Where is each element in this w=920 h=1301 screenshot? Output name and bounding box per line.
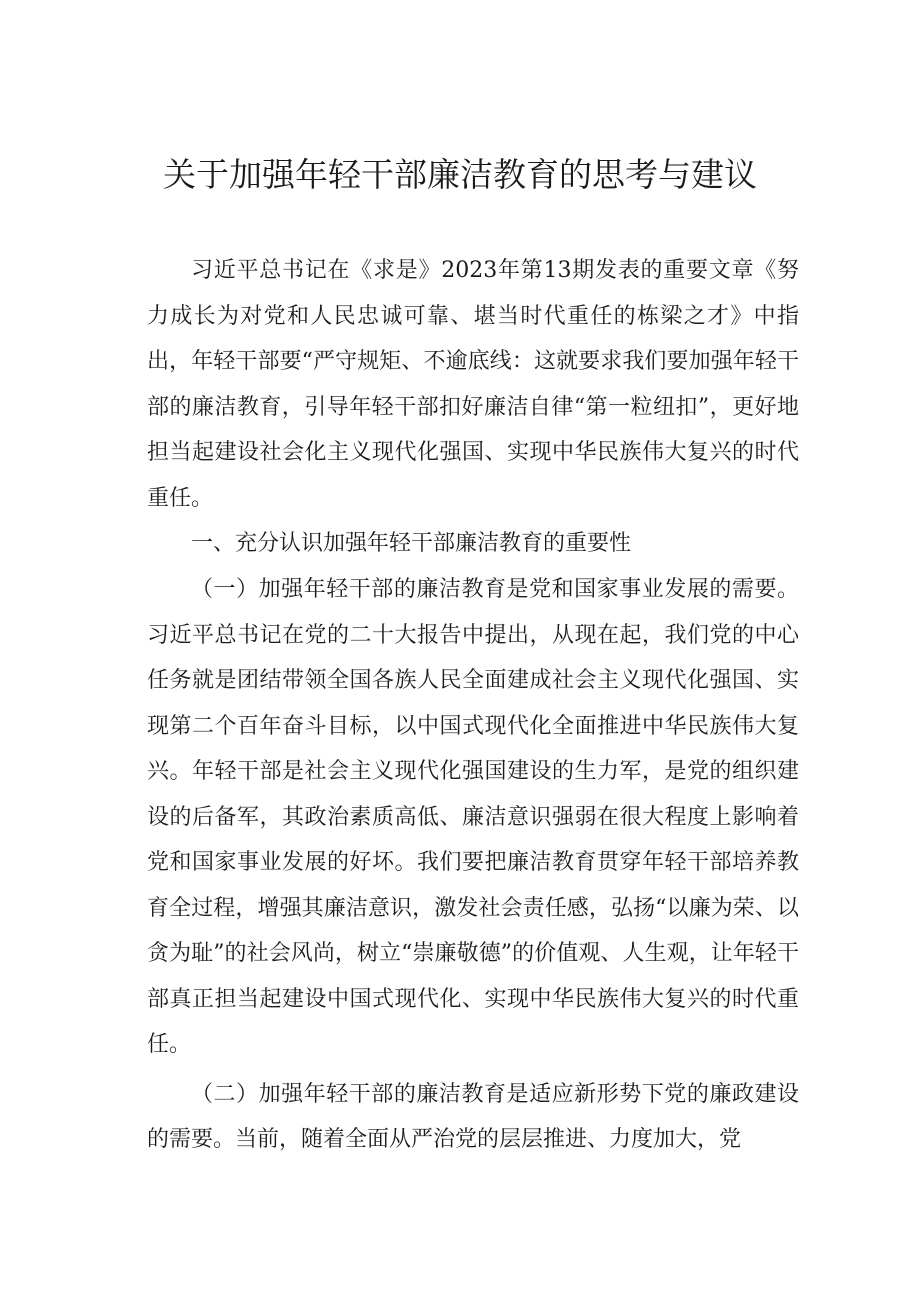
- paragraph-2: （二）加强年轻干部的廉洁教育是适应新形势下党的廉政建设的需要。当前，随着全面从严治党的层层推进、力度加大，党: [147, 1081, 799, 1152]
- document-title: 关于加强年轻干部廉洁教育的思考与建议: [163, 155, 757, 194]
- intro-paragraph: 习近平总书记在《求是》2023年第13期发表的重要文章《努力成长为对党和人民忠诚可靠、堪当时代重任的栋梁之才》中指出，年轻干部要“严守规矩、不逾底线：这就要求我们要加强年轻干部的廉洁教育，引导年轻干部扣好廉洁自律“第一粒纽扣”，更好地担当起建设社会化主义现代化强国、实现中华民族伟大复兴的时代重任。: [147, 258, 799, 511]
- document-body: [147, 248, 799, 1163]
- paragraph-1: （一）加强年轻干部的廉洁教育是党和国家事业发展的需要。习近平总书记在党的二十大报告中提出，从现在起，我们党的中心任务就是团结带领全国各族人民全面建成社会主义现代化强国、实现第二个百年奋斗目标，以中国式现代化全面推进中华民族伟大复兴。年轻干部是社会主义现代化强国建设的生力军，是党的组织建设的后备军，其政治素质高低、廉洁意识强弱在很大程度上影响着党和国家事业发展的好坏。我们要把廉洁教育贯穿年轻干部培养教育全过程，增强其廉洁意识，激发社会责任感，弘扬“以廉为荣、以贪为耻”的社会风尚，树立“崇廉敬德”的价值观、人生观，让年轻干部真正担当起建设中国式现代化、实现中华民族伟大复兴的时代重任。: [147, 577, 799, 1057]
- section-heading-1: 一、充分认识加强年轻干部廉洁教育的重要性: [191, 531, 632, 556]
